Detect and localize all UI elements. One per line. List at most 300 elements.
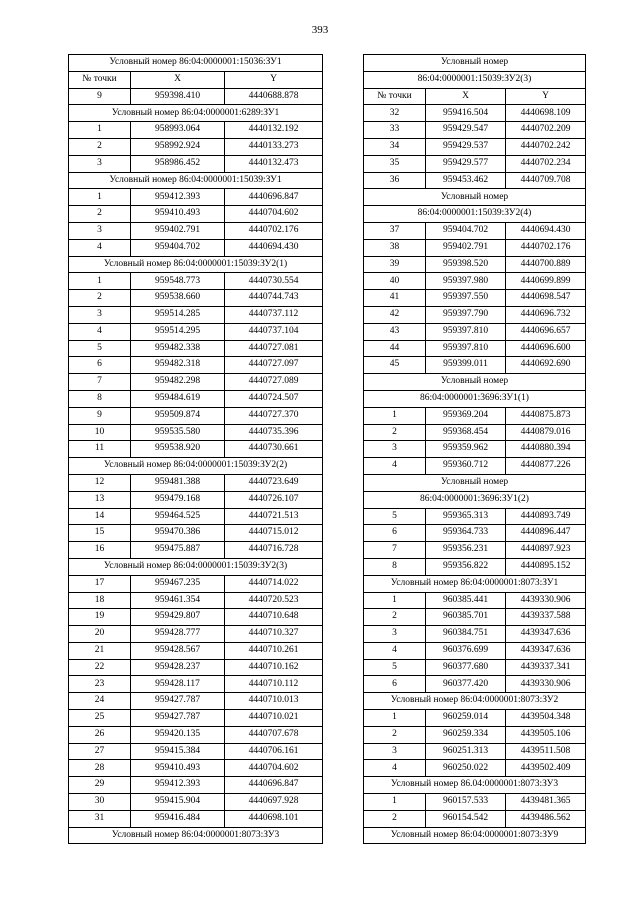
point-number-cell: 15 [69,525,131,542]
point-number-cell: 10 [69,424,131,441]
coordinates-table-right [363,54,586,844]
table-row [69,424,323,441]
y-coordinate-cell: 4440737.112 [225,306,323,323]
x-coordinate-cell: 959402.791 [131,222,225,239]
table-row [364,105,586,122]
section-header-row [364,189,586,206]
x-coordinate-cell: 959369.204 [426,407,506,424]
table-row [69,189,323,206]
point-number-cell: 18 [69,592,131,609]
y-coordinate-cell: 4440710.112 [225,676,323,693]
x-coordinate-cell: 959538.660 [131,290,225,307]
point-number-cell: 9 [69,88,131,105]
y-coordinate-cell: 4440897.923 [506,542,586,559]
cadastral-number-label: Условный номер 86:04:0000001:15039:ЗУ1 [69,172,323,189]
y-coordinate-cell: 4440709.708 [506,172,586,189]
x-coordinate-cell: 959398.410 [131,88,225,105]
table-row [364,407,586,424]
y-coordinate-cell: 4440730.554 [225,273,323,290]
x-coordinate-cell: 959482.338 [131,340,225,357]
table-row [69,290,323,307]
table-row [364,542,586,559]
x-coordinate-cell: 959415.904 [131,794,225,811]
point-number-cell: 11 [69,441,131,458]
table-row [364,138,586,155]
y-coordinate-cell: 4440714.022 [225,575,323,592]
table-row [364,441,586,458]
x-coordinate-cell: 959412.393 [131,189,225,206]
point-number-cell: 4 [364,458,426,475]
y-coordinate-cell: 4439337.341 [506,659,586,676]
table-row [69,626,323,643]
y-coordinate-cell: 4440893.749 [506,508,586,525]
y-coordinate-cell: 4439481.365 [506,794,586,811]
x-coordinate-cell: 959535.580 [131,424,225,441]
x-coordinate-cell: X [131,71,225,88]
table-row [69,777,323,794]
y-coordinate-cell: 4440896.447 [506,525,586,542]
coordinates-table-left [68,54,323,844]
cadastral-number-label: Условный номер 86:04:0000001:15039:ЗУ2(2) [69,458,323,475]
point-number-cell: 23 [69,676,131,693]
y-coordinate-cell: 4440702.234 [506,155,586,172]
point-number-cell: 21 [69,642,131,659]
section-header-row [364,390,586,407]
table-row [69,508,323,525]
point-number-cell: № точки [69,71,131,88]
section-header-row [69,172,323,189]
table-row [69,306,323,323]
y-coordinate-cell: 4439502.409 [506,760,586,777]
point-number-cell: 43 [364,323,426,340]
y-coordinate-cell: 4439505.106 [506,726,586,743]
table-row [69,676,323,693]
table-row [364,172,586,189]
section-header-row [69,55,323,72]
cadastral-number-label: 86:04:0000001:15039:ЗУ2(4) [364,206,586,223]
point-number-cell: 13 [69,491,131,508]
y-coordinate-cell: 4440694.430 [225,239,323,256]
section-header-row [364,575,586,592]
x-coordinate-cell: 960376.699 [426,642,506,659]
y-coordinate-cell: 4440724.507 [225,390,323,407]
cadastral-number-label: Условный номер 86:04:0000001:6289:ЗУ1 [69,105,323,122]
table-row [364,290,586,307]
y-coordinate-cell: 4439347.636 [506,642,586,659]
point-number-cell: 28 [69,760,131,777]
point-number-cell: 2 [364,424,426,441]
cadastral-number-label: Условный номер 86:04:0000001:8073:ЗУ1 [364,575,586,592]
point-number-cell: 1 [69,273,131,290]
section-header-row [364,55,586,72]
point-number-cell: 2 [69,290,131,307]
x-coordinate-cell: 959428.567 [131,642,225,659]
point-number-cell: 24 [69,693,131,710]
y-coordinate-cell: 4440702.242 [506,138,586,155]
table-row [364,558,586,575]
table-row [69,474,323,491]
x-coordinate-cell: 959359.962 [426,441,506,458]
point-number-cell: 20 [69,626,131,643]
point-number-cell: 2 [69,138,131,155]
table-row [364,676,586,693]
point-number-cell: 31 [69,810,131,827]
y-coordinate-cell: 4440723.649 [225,474,323,491]
point-number-cell: 5 [364,508,426,525]
section-header-row [364,206,586,223]
table-row [69,659,323,676]
x-coordinate-cell: 959412.393 [131,777,225,794]
table-row [364,88,586,105]
x-coordinate-cell: X [426,88,506,105]
y-coordinate-cell: 4440710.261 [225,642,323,659]
point-number-cell: 1 [364,794,426,811]
point-number-cell: 40 [364,273,426,290]
page-number: 393 [311,24,329,36]
point-number-cell: 19 [69,609,131,626]
point-number-cell: 38 [364,239,426,256]
x-coordinate-cell: 959364.733 [426,525,506,542]
x-coordinate-cell: 960385.441 [426,592,506,609]
point-number-cell: 1 [364,592,426,609]
table-row [364,122,586,139]
x-coordinate-cell: 959397.810 [426,323,506,340]
y-coordinate-cell: 4439504.348 [506,710,586,727]
x-coordinate-cell: 959416.504 [426,105,506,122]
table-row [364,340,586,357]
point-number-cell: 27 [69,743,131,760]
y-coordinate-cell: 4440694.430 [506,222,586,239]
cadastral-number-label: Условный номер 86:04:0000001:15039:ЗУ2(1) [69,256,323,273]
y-coordinate-cell: 4440688.878 [225,88,323,105]
point-number-cell: 8 [69,390,131,407]
table-row [69,743,323,760]
table-row [69,323,323,340]
y-coordinate-cell: 4440710.013 [225,693,323,710]
x-coordinate-cell: 959470.386 [131,525,225,542]
x-coordinate-cell: 959365.313 [426,508,506,525]
x-coordinate-cell: 960259.014 [426,710,506,727]
y-coordinate-cell: 4440880.394 [506,441,586,458]
point-number-cell: 39 [364,256,426,273]
table-row [69,726,323,743]
x-coordinate-cell: 959467.235 [131,575,225,592]
y-coordinate-cell: 4440706.161 [225,743,323,760]
y-coordinate-cell: 4440879.016 [506,424,586,441]
x-coordinate-cell: 959398.520 [426,256,506,273]
table-row [69,810,323,827]
point-number-cell: 8 [364,558,426,575]
table-row [69,491,323,508]
x-coordinate-cell: 960377.680 [426,659,506,676]
x-coordinate-cell: 959514.285 [131,306,225,323]
table-row [364,357,586,374]
x-coordinate-cell: 959410.493 [131,206,225,223]
y-coordinate-cell: 4440877.226 [506,458,586,475]
section-header-row [364,374,586,391]
section-header-row [364,491,586,508]
x-coordinate-cell: 959538.920 [131,441,225,458]
y-coordinate-cell: 4440692.690 [506,357,586,374]
point-number-cell: 3 [69,306,131,323]
cadastral-number-label: Условный номер 86:04:0000001:15039:ЗУ2(3) [69,558,323,575]
table-row [364,525,586,542]
y-coordinate-cell: 4440704.602 [225,206,323,223]
table-row [364,659,586,676]
table-row [364,609,586,626]
table-row [69,357,323,374]
x-coordinate-cell: 958992.924 [131,138,225,155]
y-coordinate-cell: Y [506,88,586,105]
section-header-row [364,474,586,491]
table-row [69,155,323,172]
section-header-row [364,693,586,710]
x-coordinate-cell: 959356.822 [426,558,506,575]
y-coordinate-cell: 4440696.732 [506,306,586,323]
y-coordinate-cell: 4440133.273 [225,138,323,155]
cadastral-number-label: Условный номер [364,55,586,72]
table-row [69,273,323,290]
x-coordinate-cell: 959479.168 [131,491,225,508]
table-row [69,407,323,424]
table-row [364,222,586,239]
point-number-cell: 29 [69,777,131,794]
point-number-cell: 3 [364,441,426,458]
x-coordinate-cell: 959429.807 [131,609,225,626]
cadastral-number-label: Условный номер [364,189,586,206]
x-coordinate-cell: 960154.542 [426,810,506,827]
y-coordinate-cell: 4440702.209 [506,122,586,139]
table-row [69,525,323,542]
point-number-cell: 41 [364,290,426,307]
point-number-cell: 2 [364,609,426,626]
y-coordinate-cell: 4440727.089 [225,374,323,391]
table-row [364,323,586,340]
point-number-cell: 7 [69,374,131,391]
cadastral-number-label: Условный номер 86.04:0000001:8073:ЗУ3 [364,777,586,794]
point-number-cell: 2 [364,810,426,827]
point-number-cell: 6 [364,676,426,693]
y-coordinate-cell: 4440721.513 [225,508,323,525]
table-row [364,726,586,743]
point-number-cell: 37 [364,222,426,239]
section-header-row [69,827,323,844]
y-coordinate-cell: 4440735.396 [225,424,323,441]
x-coordinate-cell: 959429.547 [426,122,506,139]
table-row [364,592,586,609]
y-coordinate-cell: 4440132.473 [225,155,323,172]
cadastral-number-label: Условный номер 86:04:0000001:8073:ЗУ2 [364,693,586,710]
x-coordinate-cell: 958986.452 [131,155,225,172]
table-row [69,794,323,811]
x-coordinate-cell: 959461.354 [131,592,225,609]
point-number-cell: 4 [69,239,131,256]
table-row [364,743,586,760]
point-number-cell: 25 [69,710,131,727]
x-coordinate-cell: 959427.787 [131,710,225,727]
x-coordinate-cell: 959428.237 [131,659,225,676]
table-row [364,424,586,441]
table-row [364,306,586,323]
point-number-cell: № точки [364,88,426,105]
y-coordinate-cell: 4440710.327 [225,626,323,643]
y-coordinate-cell: 4440737.104 [225,323,323,340]
x-coordinate-cell: 959368.454 [426,424,506,441]
table-body-right [364,55,586,844]
y-coordinate-cell: 4440697.928 [225,794,323,811]
x-coordinate-cell: 959428.777 [131,626,225,643]
y-coordinate-cell: 4439330.906 [506,592,586,609]
x-coordinate-cell: 959397.810 [426,340,506,357]
table-row [69,390,323,407]
x-coordinate-cell: 959428.117 [131,676,225,693]
x-coordinate-cell: 959475.887 [131,542,225,559]
x-coordinate-cell: 960250.022 [426,760,506,777]
cadastral-number-label: Условный номер [364,374,586,391]
point-number-cell: 1 [69,189,131,206]
x-coordinate-cell: 959415.384 [131,743,225,760]
point-number-cell: 32 [364,105,426,122]
section-header-row [69,256,323,273]
table-row [69,340,323,357]
y-coordinate-cell: 4440720.523 [225,592,323,609]
x-coordinate-cell: 959482.298 [131,374,225,391]
table-row [364,710,586,727]
table-row [364,642,586,659]
point-number-cell: 1 [69,122,131,139]
table-row [69,138,323,155]
x-coordinate-cell: 959402.791 [426,239,506,256]
x-coordinate-cell: 959453.462 [426,172,506,189]
x-coordinate-cell: 959404.702 [131,239,225,256]
table-row [69,71,323,88]
table-row [364,273,586,290]
point-number-cell: 30 [69,794,131,811]
table-row [364,508,586,525]
table-row [69,88,323,105]
table-row [69,374,323,391]
point-number-cell: 17 [69,575,131,592]
table-row [69,122,323,139]
point-number-cell: 3 [364,743,426,760]
y-coordinate-cell: 4439347.636 [506,626,586,643]
point-number-cell: 6 [364,525,426,542]
table-row [69,693,323,710]
y-coordinate-cell: 4440699.899 [506,273,586,290]
y-coordinate-cell: 4439330.906 [506,676,586,693]
table-row [364,458,586,475]
point-number-cell: 33 [364,122,426,139]
x-coordinate-cell: 959514.295 [131,323,225,340]
table-row [364,256,586,273]
y-coordinate-cell: 4440698.547 [506,290,586,307]
x-coordinate-cell: 960385.701 [426,609,506,626]
y-coordinate-cell: 4440726.107 [225,491,323,508]
x-coordinate-cell: 959404.702 [426,222,506,239]
section-header-row [69,558,323,575]
x-coordinate-cell: 959420.135 [131,726,225,743]
point-number-cell: 2 [364,726,426,743]
x-coordinate-cell: 959397.550 [426,290,506,307]
y-coordinate-cell: 4440730.661 [225,441,323,458]
section-header-row [364,777,586,794]
x-coordinate-cell: 960377.420 [426,676,506,693]
y-coordinate-cell: 4440715.012 [225,525,323,542]
table-row [69,239,323,256]
y-coordinate-cell: 4440696.847 [225,777,323,794]
x-coordinate-cell: 959416.484 [131,810,225,827]
point-number-cell: 44 [364,340,426,357]
section-header-row [364,827,586,844]
x-coordinate-cell: 960259.334 [426,726,506,743]
y-coordinate-cell: 4440702.176 [506,239,586,256]
y-coordinate-cell: 4439511.508 [506,743,586,760]
y-coordinate-cell: 4440710.648 [225,609,323,626]
x-coordinate-cell: 959429.537 [426,138,506,155]
y-coordinate-cell: 4440707.678 [225,726,323,743]
x-coordinate-cell: 959548.773 [131,273,225,290]
point-number-cell: 9 [69,407,131,424]
x-coordinate-cell: 959429.577 [426,155,506,172]
x-coordinate-cell: 959482.318 [131,357,225,374]
y-coordinate-cell: 4440895.152 [506,558,586,575]
table-row [364,810,586,827]
y-coordinate-cell: 4440696.600 [506,340,586,357]
table-row [69,441,323,458]
y-coordinate-cell: 4440727.370 [225,407,323,424]
x-coordinate-cell: 959464.525 [131,508,225,525]
point-number-cell: 1 [364,710,426,727]
y-coordinate-cell: 4440704.602 [225,760,323,777]
x-coordinate-cell: 959481.388 [131,474,225,491]
table-row [69,710,323,727]
point-number-cell: 45 [364,357,426,374]
table-row [69,642,323,659]
point-number-cell: 26 [69,726,131,743]
table-row [364,794,586,811]
point-number-cell: 14 [69,508,131,525]
table-row [69,760,323,777]
section-header-row [364,71,586,88]
table-row [69,206,323,223]
point-number-cell: 3 [69,222,131,239]
point-number-cell: 4 [364,642,426,659]
x-coordinate-cell: 960251.313 [426,743,506,760]
y-coordinate-cell: 4440696.657 [506,323,586,340]
y-coordinate-cell: 4440696.847 [225,189,323,206]
table-row [69,542,323,559]
point-number-cell: 42 [364,306,426,323]
section-header-row [69,458,323,475]
table-body-left [69,55,323,844]
y-coordinate-cell: 4440727.081 [225,340,323,357]
cadastral-number-label: Условный номер 86:04:0000001:8073:ЗУ3 [69,827,323,844]
cadastral-number-label: 86:04:0000001:3696:ЗУ1(2) [364,491,586,508]
table-row [69,222,323,239]
x-coordinate-cell: 960157.533 [426,794,506,811]
point-number-cell: 22 [69,659,131,676]
point-number-cell: 6 [69,357,131,374]
y-coordinate-cell: 4439486.562 [506,810,586,827]
y-coordinate-cell: 4440744.743 [225,290,323,307]
y-coordinate-cell: 4440710.162 [225,659,323,676]
table-row [364,239,586,256]
point-number-cell: 1 [364,407,426,424]
y-coordinate-cell: 4440700.889 [506,256,586,273]
x-coordinate-cell: 958993.064 [131,122,225,139]
x-coordinate-cell: 960384.751 [426,626,506,643]
y-coordinate-cell: 4440698.109 [506,105,586,122]
